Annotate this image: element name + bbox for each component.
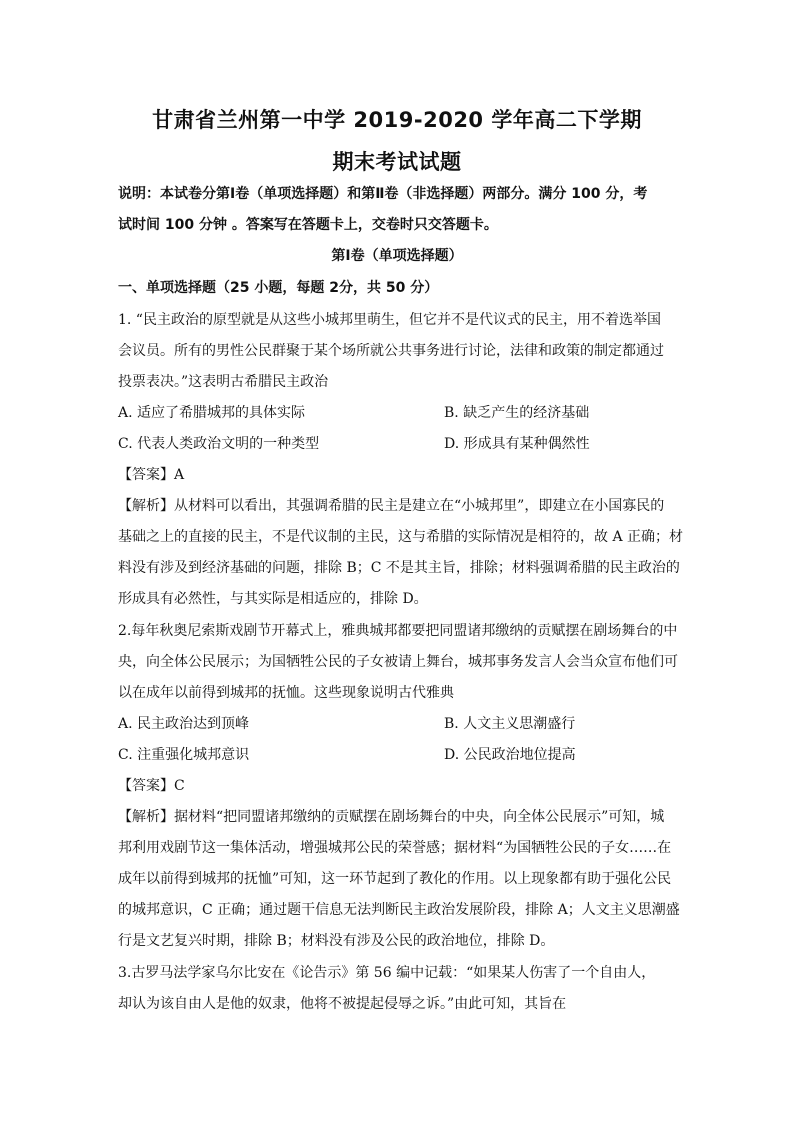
q2-stem-line1: 2.每年秋奥尼索斯戏剧节开幕式上，雅典城邦都要把同盟诸邦缴纳的贡赋摆在剧场舞台的中 <box>118 623 678 639</box>
q1-stem-line3: 投票表决。”这表明古希腊民主政治 <box>118 374 329 390</box>
exam-title-line2: 期末考试试题 <box>332 150 462 174</box>
q1-answer: 【答案】A <box>118 467 185 483</box>
q1-analysis-line1: 【解析】从材料可以看出，其强调希腊的民主是建立在“小城邦里”，即建立在小国寡民的 <box>118 498 665 514</box>
q3-stem-line2: 却认为该自由人是他的奴隶，他将不被提起侵辱之诉。”由此可知，其旨在 <box>118 996 567 1012</box>
q1-option-d: D. 形成具有某种偶然性 <box>444 436 590 452</box>
q1-analysis-line3: 料没有涉及到经济基础的问题，排除 B；C 不是其主旨，排除；材料强调希腊的民主政治的 <box>118 560 680 576</box>
q1-stem-line2: 会议员。所有的男性公民群聚于某个场所就公共事务进行讨论，法律和政策的制定都通过 <box>118 343 664 359</box>
instructions-line1: 说明：本试卷分第Ⅰ卷（单项选择题）和第Ⅱ卷（非选择题）两部分。满分 100 分，考 <box>118 186 648 202</box>
q1-option-c: C. 代表人类政治文明的一种类型 <box>118 436 320 452</box>
q2-analysis-line2: 邦利用戏剧节这一集体活动，增强城邦公民的荣誉感；据材料“为国牺牲公民的子女……在 <box>118 840 672 856</box>
q2-option-c: C. 注重强化城邦意识 <box>118 747 250 763</box>
q1-analysis-line2: 基础之上的直接的民主，不是代议制的主民，这与希腊的实际情况是相符的，故 A 正确；材 <box>118 529 684 545</box>
q1-stem-line1: 1. “民主政治的原型就是从这些小城邦里萌生，但它并不是代议式的民主，用不着选举国 <box>118 312 661 328</box>
q1-option-b: B. 缺乏产生的经济基础 <box>444 405 590 421</box>
q2-analysis-line4: 的城邦意识，C 正确；通过题干信息无法判断民主政治发展阶段，排除 A；人文主义思潮盛 <box>118 902 680 918</box>
q2-option-a: A. 民主政治达到顶峰 <box>118 716 250 732</box>
q1-option-a: A. 适应了希腊城邦的具体实际 <box>118 405 306 421</box>
q2-option-d: D. 公民政治地位提高 <box>444 747 576 763</box>
q2-analysis-line3: 成年以前得到城邦的抚恤”可知，这一环节起到了教化的作用。以上现象都有助于强化公民 <box>118 871 672 887</box>
exam-title-line1: 甘肃省兰州第一中学 2019-2020 学年高二下学期 <box>152 108 642 132</box>
q2-stem-line3: 以在成年以前得到城邦的抚恤。这些现象说明古代雅典 <box>118 685 454 701</box>
instructions-line2: 试时间 100 分钟 。答案写在答题卡上，交卷时只交答题卡。 <box>118 217 498 233</box>
q2-option-b: B. 人文主义思潮盛行 <box>444 716 576 732</box>
q2-analysis-line5: 行是文艺复兴时期，排除 B；材料没有涉及公民的政治地位，排除 D。 <box>118 933 555 949</box>
q1-analysis-line4: 形成具有必然性，与其实际是相适应的，排除 D。 <box>118 591 428 607</box>
volume-title: 第Ⅰ卷（单项选择题） <box>331 248 463 264</box>
q3-stem-line1: 3.古罗马法学家乌尔比安在《论告示》第 56 编中记载：“如果某人伤害了一个自由人， <box>118 965 656 981</box>
q2-analysis-line1: 【解析】据材料“把同盟诸邦缴纳的贡赋摆在剧场舞台的中央，向全体公民展示”可知，城 <box>118 809 665 825</box>
q2-stem-line2: 央，向全体公民展示；为国牺牲公民的子女被请上舞台，城邦事务发言人会当众宣布他们可 <box>118 654 678 670</box>
part-heading: 一、单项选择题（25 小题，每题 2分，共 50 分） <box>118 280 439 296</box>
q2-answer: 【答案】C <box>118 778 185 794</box>
